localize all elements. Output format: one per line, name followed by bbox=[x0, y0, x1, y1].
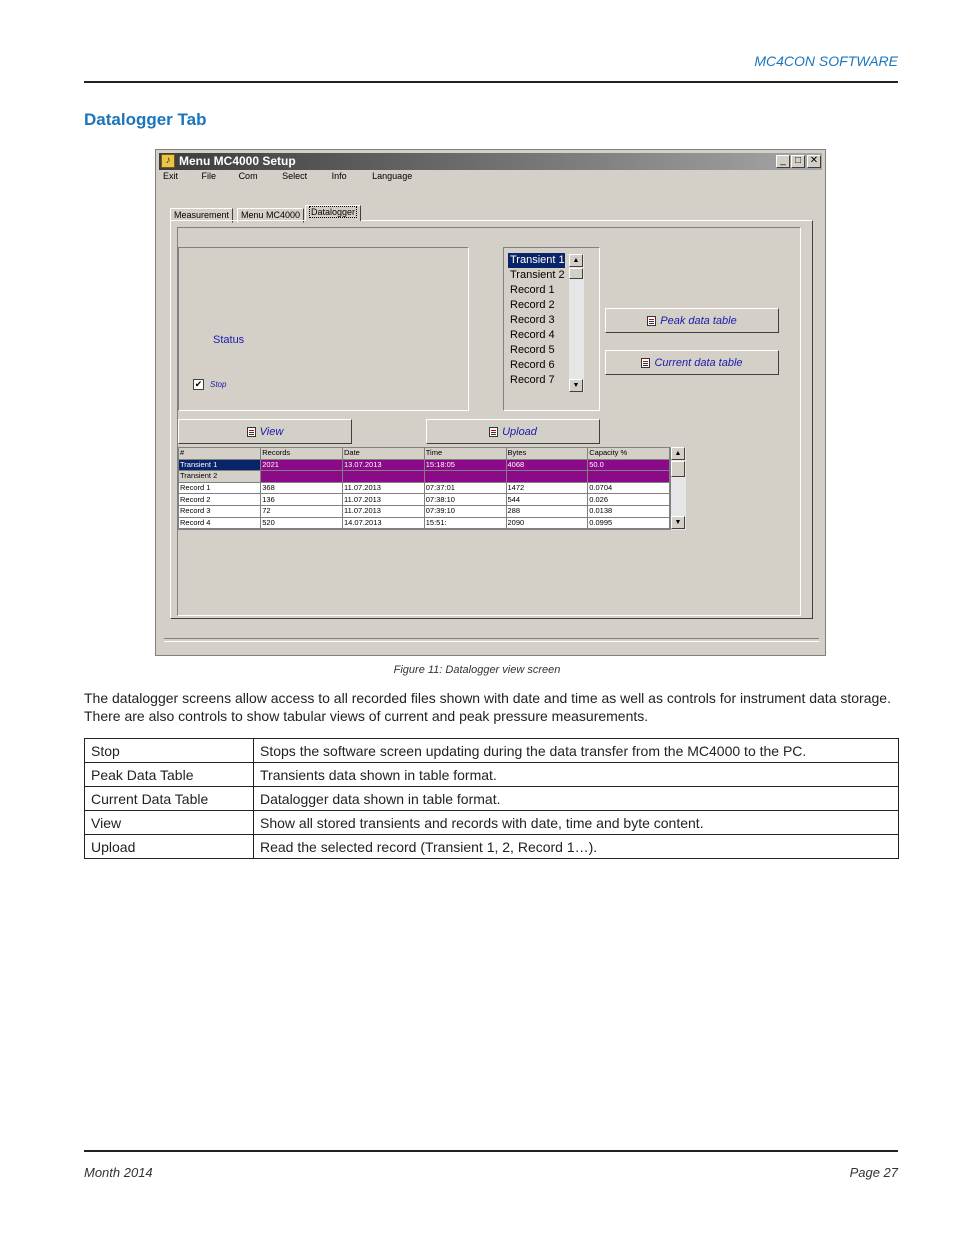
current-data-table-button[interactable] bbox=[605, 350, 779, 375]
button-label: Current data table bbox=[654, 356, 743, 369]
list-item[interactable]: Record 6 bbox=[510, 359, 555, 371]
figure-caption: Figure 11: Datalogger view screen bbox=[393, 664, 561, 676]
grid-cell: 2021 bbox=[261, 459, 343, 471]
title-bar bbox=[159, 153, 822, 170]
grid-cell: 288 bbox=[506, 505, 588, 517]
column-header[interactable]: Bytes bbox=[506, 448, 588, 459]
grid-cell: 0.0995 bbox=[588, 517, 670, 529]
grid-cell: 136 bbox=[261, 494, 343, 506]
footer-rule bbox=[84, 1150, 898, 1152]
grid-cell: 0.0704 bbox=[588, 482, 670, 494]
window-title: Menu MC4000 Setup bbox=[179, 154, 296, 168]
window-status-divider bbox=[164, 638, 819, 642]
grid-cell: 15:51: bbox=[424, 517, 506, 529]
header-rule bbox=[84, 81, 898, 83]
body-paragraph: The datalogger screens allow access to all recorded files shown with date and time as well as controls for instrument data storage. There are also controls to show tabular views of current and peak pressure measurements. bbox=[84, 690, 891, 724]
table-icon bbox=[641, 358, 650, 368]
upload-button[interactable] bbox=[426, 419, 600, 444]
page-number: Page 27 bbox=[849, 1165, 898, 1180]
column-header[interactable]: Time bbox=[424, 448, 506, 459]
menu-info[interactable]: Info bbox=[331, 171, 347, 181]
menu-select[interactable]: Select bbox=[282, 171, 308, 181]
grid-cell: 15:18:05 bbox=[424, 459, 506, 471]
view-icon bbox=[247, 427, 256, 437]
column-header[interactable]: Date bbox=[343, 448, 425, 459]
records-grid[interactable] bbox=[178, 447, 671, 530]
upload-icon bbox=[489, 427, 498, 437]
table-icon bbox=[647, 316, 656, 326]
term-cell: View bbox=[85, 811, 254, 835]
minimize-icon[interactable]: _ bbox=[776, 155, 790, 168]
page-heading: Datalogger Tab bbox=[84, 110, 207, 129]
grid-cell: 2090 bbox=[506, 517, 588, 529]
grid-cell: 0.0138 bbox=[588, 505, 670, 517]
list-item[interactable]: Record 2 bbox=[510, 299, 555, 311]
scroll-thumb[interactable] bbox=[569, 268, 583, 279]
grid-cell: 11.07.2013 bbox=[343, 505, 425, 517]
tab-datalogger[interactable] bbox=[305, 205, 361, 221]
grid-cell: Transient 1 bbox=[179, 459, 261, 471]
table-row[interactable] bbox=[179, 459, 670, 471]
table-row bbox=[85, 835, 899, 859]
table-row[interactable] bbox=[179, 471, 670, 483]
grid-cell: 14.07.2013 bbox=[343, 517, 425, 529]
grid-scrollbar[interactable] bbox=[671, 447, 686, 530]
term-cell: Stop bbox=[85, 739, 254, 763]
menu-language[interactable]: Language bbox=[372, 171, 413, 181]
tab-label: Measurement bbox=[174, 210, 230, 220]
button-label: Upload bbox=[502, 425, 537, 438]
description-cell: Show all stored transients and records with date, time and byte content. bbox=[254, 811, 899, 835]
list-item[interactable]: Transient 2 bbox=[510, 269, 565, 281]
grid-cell: 07:37:01 bbox=[424, 482, 506, 494]
grid-cell: Transient 2 bbox=[179, 471, 261, 483]
term-cell: Current Data Table bbox=[85, 787, 254, 811]
scroll-down-icon[interactable]: ▼ bbox=[671, 516, 685, 529]
table-row[interactable] bbox=[179, 517, 670, 529]
list-item[interactable]: Record 3 bbox=[510, 314, 555, 326]
list-item[interactable]: Transient 1 bbox=[510, 254, 565, 266]
scroll-up-icon[interactable]: ▲ bbox=[671, 447, 685, 460]
tab-label: Menu MC4000 bbox=[241, 210, 301, 220]
grid-cell: Record 2 bbox=[179, 494, 261, 506]
scroll-up-icon[interactable]: ▲ bbox=[569, 254, 583, 267]
app-icon: ♪ bbox=[161, 154, 175, 168]
table-row[interactable] bbox=[179, 494, 670, 506]
grid-cell: Record 1 bbox=[179, 482, 261, 494]
term-cell: Upload bbox=[85, 835, 254, 859]
description-cell: Datalogger data shown in table format. bbox=[254, 787, 899, 811]
maximize-icon[interactable]: □ bbox=[791, 155, 805, 168]
menu-bar bbox=[163, 171, 412, 181]
grid-cell: 11.07.2013 bbox=[343, 494, 425, 506]
list-scrollbar[interactable] bbox=[569, 254, 584, 392]
list-item[interactable]: Record 7 bbox=[510, 374, 555, 386]
grid-cell: 72 bbox=[261, 505, 343, 517]
stop-checkbox[interactable]: ✔ bbox=[194, 379, 203, 389]
grid-cell: 14.07.2013 bbox=[343, 471, 425, 483]
description-cell: Transients data shown in table format. bbox=[254, 763, 899, 787]
menu-com[interactable]: Com bbox=[238, 171, 258, 181]
menu-file[interactable]: File bbox=[201, 171, 217, 181]
grid-cell: 0.026 bbox=[588, 494, 670, 506]
list-item[interactable]: Record 1 bbox=[510, 284, 555, 296]
grid-header-row bbox=[179, 448, 670, 459]
grid-cell: 13.07.2013 bbox=[343, 459, 425, 471]
section-header: MC4CON SOFTWARE bbox=[754, 53, 898, 69]
grid-cell: 544 bbox=[506, 494, 588, 506]
stop-label: Stop bbox=[210, 380, 227, 389]
description-cell: Read the selected record (Transient 1, 2, Record 1…). bbox=[254, 835, 899, 859]
grid-cell: 520 bbox=[261, 517, 343, 529]
list-item[interactable]: Record 4 bbox=[510, 329, 555, 341]
grid-cell: 09:12:33 bbox=[424, 471, 506, 483]
peak-data-table-button[interactable] bbox=[605, 308, 779, 333]
footer-date: Month 2014 bbox=[84, 1165, 153, 1180]
grid-cell: 50.0 bbox=[588, 459, 670, 471]
scroll-thumb[interactable] bbox=[671, 461, 685, 477]
grid-cell: 07:39:10 bbox=[424, 505, 506, 517]
table-row bbox=[85, 739, 899, 763]
table-row[interactable] bbox=[179, 482, 670, 494]
grid-cell: 1234 bbox=[261, 471, 343, 483]
description-cell: Stops the software screen updating during the data transfer from the MC4000 to the PC. bbox=[254, 739, 899, 763]
status-label: Status bbox=[213, 334, 245, 346]
term-cell: Peak Data Table bbox=[85, 763, 254, 787]
table-row bbox=[85, 763, 899, 787]
app-window bbox=[155, 149, 826, 656]
grid-cell: 2468 bbox=[506, 471, 588, 483]
scroll-down-icon[interactable]: ▼ bbox=[569, 379, 583, 392]
grid-cell: 30.0 bbox=[588, 471, 670, 483]
column-header[interactable]: # bbox=[179, 448, 261, 459]
button-label: Peak data table bbox=[660, 314, 737, 327]
column-header[interactable]: Records bbox=[261, 448, 343, 459]
close-icon[interactable]: ✕ bbox=[807, 155, 821, 168]
button-label: View bbox=[259, 425, 284, 438]
table-row bbox=[85, 811, 899, 835]
grid-cell: 4068 bbox=[506, 459, 588, 471]
tab-label: Datalogger bbox=[311, 207, 356, 217]
grid-cell: 11.07.2013 bbox=[343, 482, 425, 494]
grid-cell: 1472 bbox=[506, 482, 588, 494]
grid-cell: Record 4 bbox=[179, 517, 261, 529]
table-row bbox=[85, 787, 899, 811]
list-item[interactable]: Record 5 bbox=[510, 344, 555, 356]
table-row[interactable] bbox=[179, 505, 670, 517]
view-button[interactable] bbox=[178, 419, 352, 444]
column-header[interactable]: Capacity % bbox=[588, 448, 670, 459]
grid-cell: 07:38:10 bbox=[424, 494, 506, 506]
grid-cell: 368 bbox=[261, 482, 343, 494]
grid-cell: Record 3 bbox=[179, 505, 261, 517]
description-table bbox=[84, 738, 899, 859]
menu-exit[interactable]: Exit bbox=[163, 171, 179, 181]
